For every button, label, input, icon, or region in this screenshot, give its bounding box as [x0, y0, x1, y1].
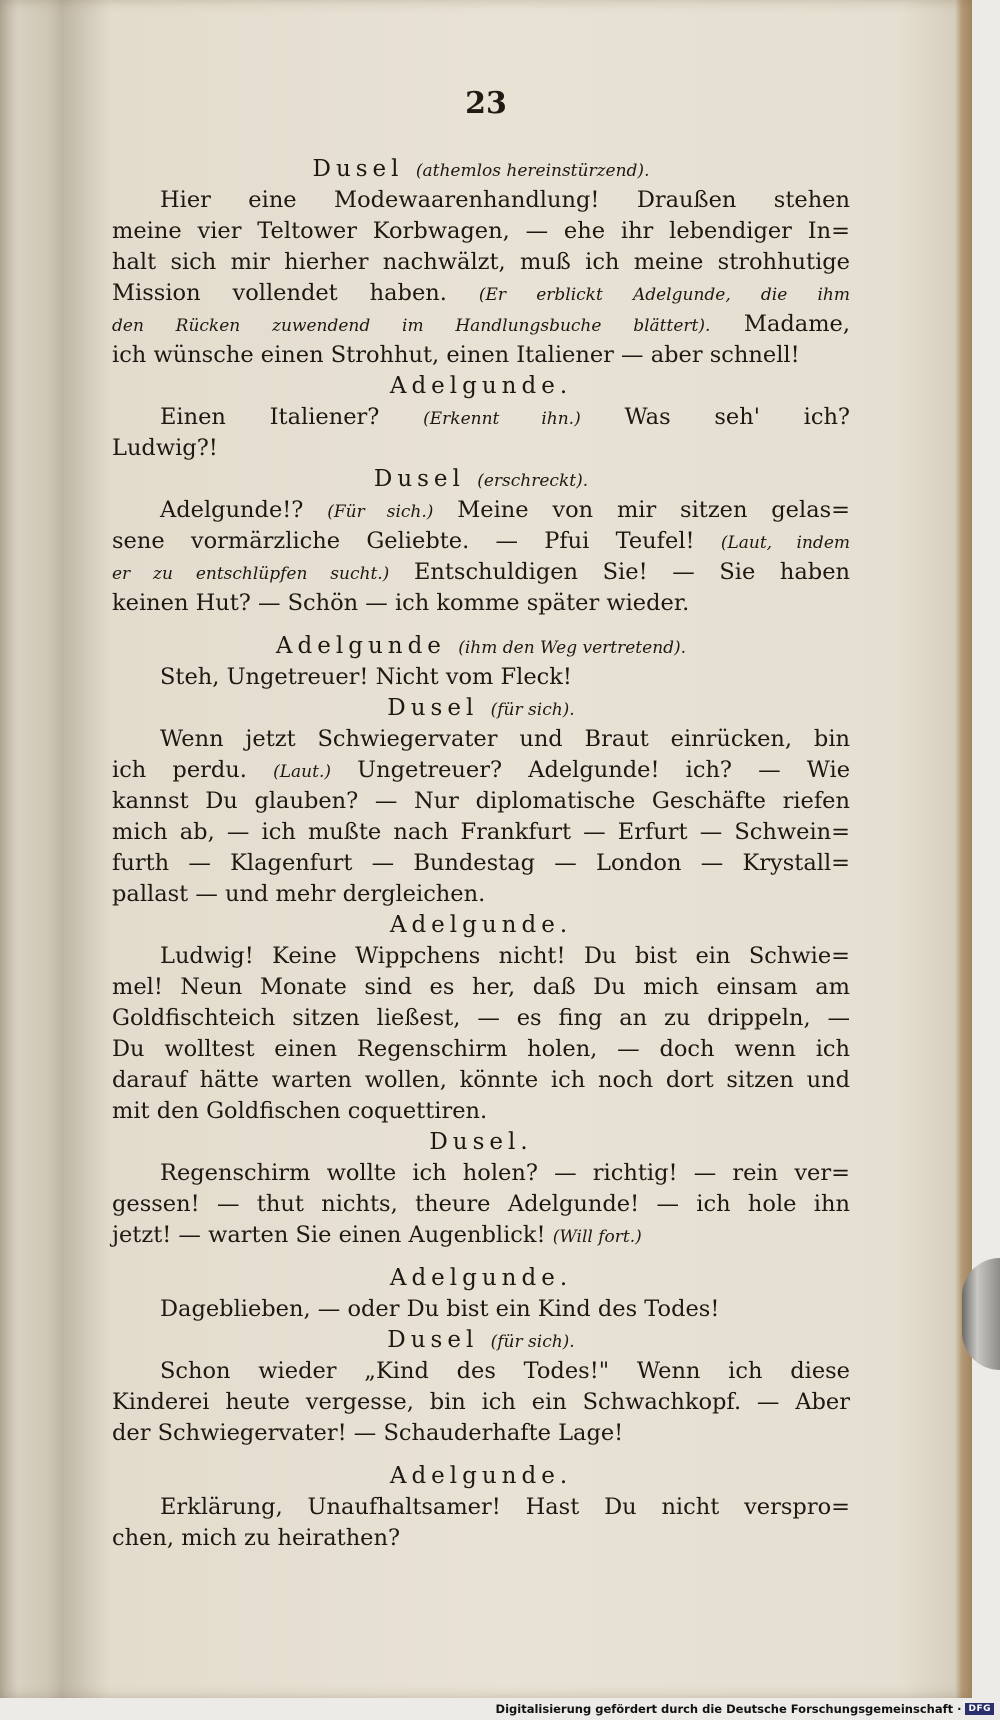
line-text: Meine von mir sitzen gelas= [457, 497, 851, 523]
dfg-logo: DFG [965, 1703, 994, 1715]
page-clip [962, 1258, 1000, 1370]
stage-direction: (Erkennt ihn.) [423, 409, 581, 429]
line-text: Erklärung, Unaufhaltsamer! Hast Du nicht verspro= [160, 1494, 850, 1520]
line-text: Ludwig?! [112, 435, 218, 461]
block-gap [112, 1449, 850, 1461]
stage-direction: er zu entschlüpfen sucht.) [112, 564, 390, 584]
play-text [112, 154, 850, 1554]
stage-direction: (für sich). [490, 1332, 575, 1352]
digitization-footer [496, 1701, 994, 1717]
speaker-name: Adelgunde. [389, 912, 573, 938]
line-text: Ludwig! Keine Wippchens nicht! Du bist ein Schwie= [160, 943, 850, 969]
speaker-name: Dusel [387, 1327, 479, 1353]
text-line [112, 340, 850, 371]
text-line [112, 1294, 850, 1325]
line-text: der Schwiegervater! — Schauderhafte Lage! [112, 1420, 624, 1446]
line-text: Wenn jetzt Schwiegervater und Braut einrücken, bin [160, 726, 850, 752]
line-text: Schon wieder „Kind des Todes!" Wenn ich diese [160, 1358, 850, 1384]
speaker-heading [112, 371, 850, 402]
line-text: darauf hätte warten wollen, könnte ich noch dort sitzen und [112, 1067, 850, 1093]
line-text: Hier eine Modewaarenhandlung! Draußen stehen [160, 187, 850, 213]
text-line [112, 526, 850, 557]
text-line [112, 185, 850, 216]
stage-direction: (athemlos hereinstürzend). [415, 161, 650, 181]
line-text: Was seh' ich? [624, 404, 850, 430]
line-text: Ungetreuer? Adelgunde! ich? — Wie [357, 757, 851, 783]
text-line [112, 1492, 850, 1523]
text-line [112, 1387, 850, 1418]
line-text: Mission vollendet haben. [112, 280, 447, 306]
line-text: mich ab, — ich mußte nach Frankfurt — Erfurt — Schwein= [112, 819, 850, 845]
stage-direction: (ihm den Weg vertretend). [458, 638, 687, 658]
speaker-heading [112, 910, 850, 941]
line-text: Regenschirm wollte ich holen? — richtig! — rein ver= [160, 1160, 850, 1186]
text-line [112, 557, 850, 588]
text-line [112, 433, 850, 464]
stage-direction: (für sich). [490, 700, 575, 720]
speaker-heading [112, 1127, 850, 1158]
speaker-name: Adelgunde [275, 633, 446, 659]
line-text: halt sich mir hierher nachwälzt, muß ich meine strohhutige [112, 249, 850, 275]
text-line [112, 402, 850, 433]
text-line [112, 1523, 850, 1554]
text-line [112, 1220, 850, 1251]
text-line [112, 1034, 850, 1065]
stage-direction: (Laut, indem [720, 533, 850, 553]
text-line [112, 278, 850, 309]
line-text: Entschuldigen Sie! — Sie haben [413, 559, 850, 585]
text-line [112, 786, 850, 817]
text-line [112, 755, 850, 786]
line-text: ich perdu. [112, 757, 247, 783]
speaker-heading [112, 1263, 850, 1294]
speaker-heading [112, 1325, 850, 1356]
text-line [112, 848, 850, 879]
page-number: 23 [465, 86, 507, 121]
stage-direction: (Will fort.) [552, 1227, 642, 1247]
line-text: Steh, Ungetreuer! Nicht vom Fleck! [160, 664, 572, 690]
text-line [112, 495, 850, 526]
line-text: gessen! — thut nichts, theure Adelgunde! — ich hole ihn [112, 1191, 850, 1217]
line-text: Goldfischteich sitzen ließest, — es fing an zu drippeln, — [112, 1005, 850, 1031]
line-text: jetzt! — warten Sie einen Augenblick! [112, 1222, 546, 1248]
stage-direction: den Rücken zuwendend im Handlungsbuche blättert). [112, 316, 711, 336]
speaker-heading [112, 631, 850, 662]
text-line [112, 247, 850, 278]
line-text: pallast — und mehr dergleichen. [112, 881, 486, 907]
text-line [112, 309, 850, 340]
line-text: keinen Hut? — Schön — ich komme später wieder. [112, 590, 690, 616]
text-line [112, 1003, 850, 1034]
speaker-heading [112, 1461, 850, 1492]
speaker-name: Dusel [312, 156, 404, 182]
stage-direction: (Für sich.) [327, 502, 434, 522]
block-gap [112, 1251, 850, 1263]
line-text: mit den Goldfischen coquettiren. [112, 1098, 488, 1124]
text-line [112, 588, 850, 619]
line-text: Einen Italiener? [160, 404, 380, 430]
line-text: chen, mich zu heirathen? [112, 1525, 401, 1551]
text-line [112, 724, 850, 755]
text-line [112, 1158, 850, 1189]
text-line [112, 1096, 850, 1127]
speaker-heading [112, 154, 850, 185]
stage-direction: (Laut.) [273, 762, 331, 782]
line-text: Madame, [743, 311, 850, 337]
speaker-name: Dusel. [429, 1129, 533, 1155]
text-line [112, 1189, 850, 1220]
text-line [112, 1418, 850, 1449]
text-line [112, 941, 850, 972]
line-text: furth — Klagenfurt — Bundestag — London — Krystall= [112, 850, 850, 876]
line-text: sene vormärzliche Geliebte. — Pfui Teufel! [112, 528, 695, 554]
speaker-name: Dusel [387, 695, 479, 721]
text-line [112, 879, 850, 910]
line-text: kannst Du glauben? — Nur diplomatische Geschäfte riefen [112, 788, 850, 814]
footer-text: Digitalisierung gefördert durch die Deutsche Forschungsgemeinschaft · [495, 1702, 962, 1716]
line-text: Kinderei heute vergesse, bin ich ein Schwachkopf. — Aber [112, 1389, 850, 1415]
speaker-name: Adelgunde. [389, 1463, 573, 1489]
text-line [112, 216, 850, 247]
text-line [112, 1065, 850, 1096]
line-text: ich wünsche einen Strohhut, einen Italiener — aber schnell! [112, 342, 800, 368]
speaker-name: Adelgunde. [389, 1265, 573, 1291]
stage-direction: (Er erblickt Adelgunde, die ihm [478, 285, 850, 305]
text-line [112, 662, 850, 693]
speaker-name: Dusel [373, 466, 465, 492]
text-line [112, 972, 850, 1003]
stage-direction: (erschreckt). [477, 471, 589, 491]
block-gap [112, 619, 850, 631]
speaker-heading [112, 693, 850, 724]
line-text: Du wolltest einen Regenschirm holen, — doch wenn ich [112, 1036, 850, 1062]
line-text: Adelgunde!? [160, 497, 304, 523]
text-line [112, 1356, 850, 1387]
line-text: mel! Neun Monate sind es her, daß Du mich einsam am [112, 974, 850, 1000]
speaker-name: Adelgunde. [389, 373, 573, 399]
line-text: meine vier Teltower Korbwagen, — ehe ihr lebendiger In= [112, 218, 850, 244]
speaker-heading [112, 464, 850, 495]
line-text: Dageblieben, — oder Du bist ein Kind des Todes! [160, 1296, 720, 1322]
text-line [112, 817, 850, 848]
